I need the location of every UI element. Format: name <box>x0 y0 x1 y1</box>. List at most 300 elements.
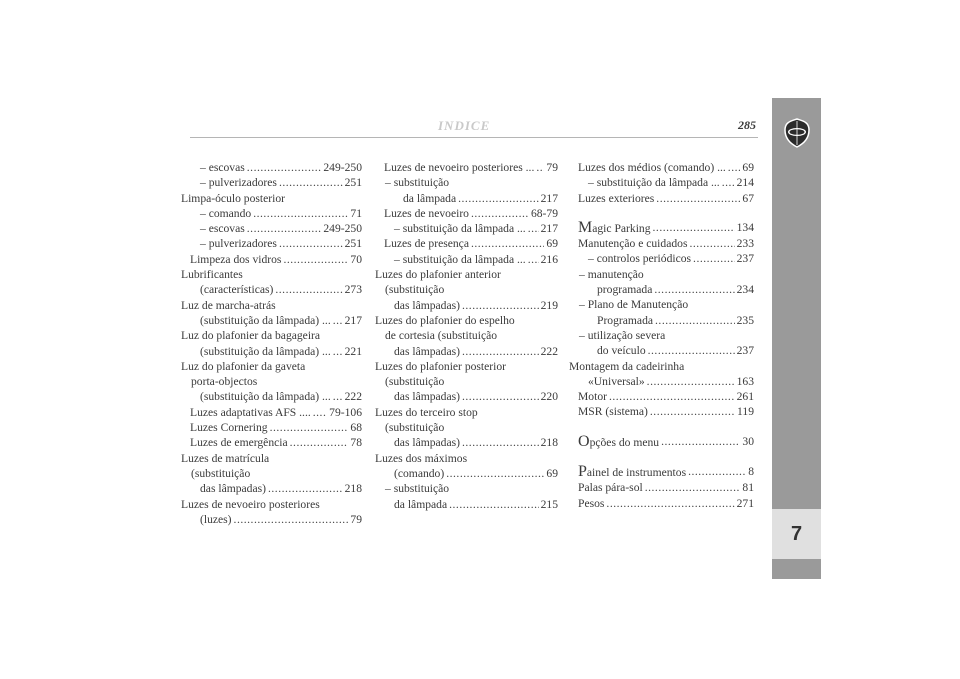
entry-label: porta-objectos <box>191 375 258 389</box>
entry-page: 69 <box>742 161 754 174</box>
entry-text <box>394 389 460 404</box>
entry-label: pções do menu <box>589 435 660 449</box>
leader-dots <box>722 175 735 190</box>
entry-page: 218 <box>344 482 362 496</box>
entry-label: – escovas <box>200 161 245 174</box>
index-entry <box>578 328 754 343</box>
index-entry <box>375 451 558 466</box>
leader-dots <box>655 313 735 328</box>
leader-dots <box>728 160 741 175</box>
entry-text <box>403 191 456 206</box>
entry-label: – escovas <box>200 222 245 236</box>
entry-text <box>181 299 276 312</box>
entry-text <box>588 374 645 389</box>
entry-text <box>394 221 526 236</box>
entry-text <box>394 497 447 512</box>
leader-dots <box>462 389 539 404</box>
index-entry <box>190 344 362 359</box>
index-entry <box>569 359 754 374</box>
leader-dots <box>462 298 539 313</box>
index-entry <box>190 206 362 221</box>
entry-page: 218 <box>540 436 558 450</box>
leader-dots <box>333 313 343 328</box>
entry-page: 78 <box>350 436 362 450</box>
entry-page: 219 <box>540 298 558 312</box>
entry-page: 271 <box>736 496 754 510</box>
entry-label: – pulverizadores <box>200 237 277 251</box>
leader-dots <box>471 236 544 251</box>
leader-dots <box>536 160 544 175</box>
entry-text <box>190 420 268 435</box>
entry-label: (substituição <box>385 421 445 435</box>
leader-dots <box>661 434 740 450</box>
entry-page: 261 <box>736 390 754 404</box>
entry-page: 69 <box>546 466 558 480</box>
entry-page: 217 <box>540 191 558 205</box>
index-entry <box>181 298 362 313</box>
index-entry <box>578 251 754 266</box>
index-entry <box>181 497 362 512</box>
leader-dots <box>653 220 735 236</box>
entry-text <box>385 482 449 495</box>
index-entry <box>190 466 362 481</box>
index-entry <box>384 221 558 236</box>
index-entry <box>190 236 362 251</box>
entry-label: das lâmpadas) <box>200 482 266 496</box>
brand-shield-icon <box>783 118 811 148</box>
entry-page: 79 <box>546 161 558 174</box>
entry-page: 234 <box>736 283 754 297</box>
entry-label: – utilização severa <box>579 328 666 342</box>
leader-dots <box>253 206 348 221</box>
entry-text <box>375 314 515 327</box>
page-number: 285 <box>738 118 756 132</box>
entry-label: MSR (sistema) <box>578 405 648 419</box>
entry-text <box>394 466 444 481</box>
entry-text <box>375 268 501 281</box>
index-entry <box>578 480 754 495</box>
entry-text <box>578 434 659 450</box>
entry-label: Palas pára-sol <box>578 481 643 495</box>
leader-dots <box>313 405 327 420</box>
entry-text <box>375 360 506 373</box>
index-entry <box>190 435 362 450</box>
section-gap <box>578 206 754 220</box>
entry-label: Luzes dos médios (comando) ... <box>578 161 726 174</box>
entry-label: agic Parking <box>592 221 651 235</box>
entry-text <box>200 206 251 221</box>
index-entry <box>384 435 558 450</box>
entry-label: Luzes de nevoeiro posteriores <box>181 497 320 511</box>
index-entry <box>375 359 558 374</box>
entry-text <box>384 236 469 251</box>
index-entry <box>578 389 754 404</box>
entry-text <box>578 160 726 175</box>
entry-text <box>588 175 720 190</box>
leader-dots <box>458 191 538 206</box>
index-entry <box>181 451 362 466</box>
leader-dots <box>606 496 734 511</box>
entry-label: das lâmpadas) <box>394 344 460 358</box>
entry-label: – substituição <box>385 176 450 190</box>
index-column-1 <box>181 160 362 527</box>
section-gap <box>578 420 754 434</box>
entry-text <box>181 192 285 205</box>
index-column-3 <box>569 160 754 511</box>
entry-label: Luz do plafonier da bagageira <box>181 329 321 343</box>
entry-label: Luzes adaptativas AFS .... <box>190 405 311 419</box>
index-entry <box>384 497 558 512</box>
entry-label: (substituição <box>385 283 445 297</box>
page-header-title: INDICE <box>438 118 491 133</box>
entry-label: (luzes) <box>200 512 232 526</box>
entry-text <box>597 313 653 328</box>
index-entry <box>578 343 754 358</box>
entry-label: programada <box>597 283 653 297</box>
entry-label: Programada <box>597 313 654 327</box>
entry-label: Limpa-óculo posterior <box>181 191 285 205</box>
index-entry <box>384 389 558 404</box>
leader-dots <box>647 374 735 389</box>
index-entry <box>384 282 558 297</box>
index-entry <box>375 313 558 328</box>
entry-page: 8 <box>748 465 754 479</box>
entry-page: 119 <box>737 405 754 419</box>
entry-label: Motor <box>578 390 607 404</box>
entry-text <box>200 160 245 175</box>
entry-page: 163 <box>736 374 754 388</box>
entry-text <box>375 406 478 419</box>
entry-text <box>385 329 497 342</box>
leader-dots <box>693 251 735 266</box>
entry-page: 221 <box>344 344 362 358</box>
entry-text <box>579 298 688 311</box>
index-entry <box>578 282 754 297</box>
leader-dots <box>688 464 746 480</box>
entry-text <box>578 480 643 495</box>
entry-page: 222 <box>344 390 362 404</box>
entry-label: Luzes de nevoeiro posteriores ... <box>384 161 535 174</box>
leader-dots <box>689 236 734 251</box>
index-entry <box>578 404 754 419</box>
entry-label: – manutenção <box>579 267 644 281</box>
entry-text <box>578 191 654 206</box>
entry-page: 222 <box>540 344 558 358</box>
entry-page: 215 <box>540 497 558 511</box>
entry-page: 214 <box>736 176 754 190</box>
entry-label: da lâmpada <box>394 497 448 511</box>
entry-page: 81 <box>742 481 754 495</box>
leader-dots <box>333 344 343 359</box>
entry-label: Luz do plafonier da gaveta <box>181 359 306 373</box>
leader-dots <box>645 480 741 495</box>
entry-label: (substituição da lâmpada) ... <box>200 313 331 327</box>
index-entry <box>190 313 362 328</box>
entry-label: Luzes Cornering <box>190 421 268 435</box>
index-entry <box>578 175 754 190</box>
entry-text <box>200 221 245 236</box>
entry-page: 235 <box>736 313 754 327</box>
index-entry <box>384 252 558 267</box>
entry-label: «Universal» <box>588 374 645 388</box>
leader-dots <box>290 435 349 450</box>
index-column-2 <box>375 160 558 512</box>
index-entry <box>190 374 362 389</box>
entry-label: Luzes do plafonier anterior <box>375 268 501 282</box>
leader-dots <box>446 466 544 481</box>
leader-dots <box>449 497 538 512</box>
entry-label: Luzes do terceiro stop <box>375 405 478 419</box>
entry-text <box>181 268 243 281</box>
entry-text <box>375 452 467 465</box>
leader-dots <box>333 389 343 404</box>
entry-text <box>578 464 686 480</box>
entry-page: 237 <box>736 344 754 358</box>
leader-dots <box>268 481 343 496</box>
entry-page: 249-250 <box>323 161 362 174</box>
entry-text <box>394 298 460 313</box>
index-entry <box>384 374 558 389</box>
leader-dots <box>283 252 348 267</box>
index-entry <box>384 298 558 313</box>
entry-text <box>191 467 250 480</box>
index-entry <box>181 191 362 206</box>
index-entry <box>190 252 362 267</box>
entry-page: 273 <box>344 283 362 297</box>
entry-text <box>578 496 604 511</box>
entry-label: – substituição da lâmpada ... <box>394 222 526 236</box>
entry-text <box>181 498 320 511</box>
index-entry <box>578 160 754 175</box>
leader-dots <box>247 221 322 236</box>
leader-dots <box>279 175 343 190</box>
entry-text <box>200 236 277 251</box>
entry-label: – pulverizadores <box>200 176 277 190</box>
entry-label: Montagem da cadeirinha <box>569 359 685 373</box>
entry-page: 71 <box>350 206 362 220</box>
entry-page: 79 <box>350 512 362 526</box>
entry-text <box>190 252 281 267</box>
entry-text <box>597 343 646 358</box>
leader-dots <box>279 236 343 251</box>
index-entry <box>190 481 362 496</box>
entry-page: 134 <box>736 220 754 234</box>
entry-page: 251 <box>344 176 362 190</box>
entry-text <box>190 435 288 450</box>
chapter-side-tab <box>772 98 821 579</box>
entry-label: (substituição <box>385 375 445 389</box>
entry-text <box>394 344 460 359</box>
entry-text <box>181 452 269 465</box>
entry-text <box>385 375 444 388</box>
index-entry <box>384 160 558 175</box>
index-entry <box>384 191 558 206</box>
section-initial: P <box>578 463 587 481</box>
index-entry <box>181 267 362 282</box>
entry-text <box>384 206 469 221</box>
entry-text <box>579 268 644 281</box>
leader-dots <box>471 206 529 221</box>
index-entry <box>384 420 558 435</box>
entry-label: Luzes de emergência <box>190 436 288 450</box>
index-entry <box>578 374 754 389</box>
entry-label: das lâmpadas) <box>394 390 460 404</box>
index-entry <box>578 191 754 206</box>
index-entry <box>384 344 558 359</box>
entry-text <box>385 283 444 296</box>
header-rule <box>190 137 758 138</box>
entry-label: Luzes de nevoeiro <box>384 206 469 220</box>
section-initial: M <box>578 218 593 236</box>
index-entry <box>578 496 754 511</box>
index-entry <box>190 420 362 435</box>
entry-page: 237 <box>736 252 754 266</box>
index-entry <box>181 328 362 343</box>
index-entry <box>190 512 362 527</box>
leader-dots <box>234 512 349 527</box>
entry-label: – comando <box>200 206 252 220</box>
entry-label: da lâmpada <box>403 191 457 205</box>
entry-label: – substituição da lâmpada ... <box>588 176 720 190</box>
entry-text <box>578 404 648 419</box>
index-entry <box>181 359 362 374</box>
index-entry <box>190 389 362 404</box>
leader-dots <box>528 252 539 267</box>
entry-page: 68-79 <box>530 206 558 220</box>
index-entry <box>578 464 754 480</box>
index-entry <box>578 236 754 251</box>
index-entry <box>384 206 558 221</box>
entry-label: (comando) <box>394 466 445 480</box>
entry-label: de cortesia (substituição <box>385 329 498 343</box>
entry-text <box>385 176 449 189</box>
entry-page: 70 <box>350 252 362 266</box>
entry-text <box>394 435 460 450</box>
entry-text <box>578 389 607 404</box>
entry-label: Luzes de presença <box>384 237 469 251</box>
index-entry <box>578 267 754 282</box>
entry-text <box>200 313 331 328</box>
entry-text <box>588 251 691 266</box>
index-entry <box>375 267 558 282</box>
entry-label: (características) <box>200 283 274 297</box>
index-entry <box>190 282 362 297</box>
entry-text <box>385 421 444 434</box>
entry-text <box>597 282 652 297</box>
entry-text <box>181 329 320 342</box>
entry-label: – substituição <box>385 482 450 496</box>
entry-label: (substituição da lâmpada) ... <box>200 344 331 358</box>
entry-label: – controlos periódicos <box>588 252 692 266</box>
entry-label: (substituição <box>191 466 251 480</box>
entry-page: 79-106 <box>329 405 362 419</box>
entry-label: ainel de instrumentos <box>586 466 687 480</box>
entry-label: (substituição da lâmpada) ... <box>200 390 331 404</box>
chapter-number: 7 <box>790 522 803 545</box>
entry-label: – Plano de Manutenção <box>579 298 689 312</box>
entry-page: 217 <box>344 313 362 327</box>
entry-label: Luz de marcha-atrás <box>181 298 276 312</box>
entry-page: 217 <box>540 222 558 236</box>
entry-text <box>191 375 257 388</box>
entry-page: 251 <box>344 237 362 251</box>
entry-text <box>569 360 684 373</box>
index-entry <box>578 297 754 312</box>
leader-dots <box>270 420 349 435</box>
entry-label: Manutenção e cuidados <box>578 237 688 251</box>
entry-page: 69 <box>546 237 558 251</box>
entry-text <box>579 329 665 342</box>
entry-page: 249-250 <box>323 222 362 236</box>
index-entry <box>384 175 558 190</box>
leader-dots <box>656 191 740 206</box>
entry-text <box>578 236 687 251</box>
leader-dots <box>609 389 735 404</box>
leader-dots <box>247 160 322 175</box>
leader-dots <box>648 343 735 358</box>
index-entry <box>578 434 754 450</box>
entry-label: Pesos <box>578 496 605 510</box>
entry-label: Luzes dos máximos <box>375 451 468 465</box>
entry-label: Lubrificantes <box>181 268 243 282</box>
index-entry <box>190 405 362 420</box>
entry-label: Luzes do plafonier posterior <box>375 359 507 373</box>
section-initial: O <box>578 432 590 450</box>
entry-text <box>200 175 277 190</box>
entry-label: das lâmpadas) <box>394 436 460 450</box>
index-entry <box>384 328 558 343</box>
entry-label: Luzes exteriores <box>578 191 655 205</box>
entry-page: 30 <box>742 434 754 448</box>
index-entry <box>190 221 362 236</box>
index-entry <box>384 466 558 481</box>
entry-text <box>190 405 311 420</box>
entry-text <box>578 220 651 236</box>
leader-dots <box>654 282 734 297</box>
leader-dots <box>528 221 539 236</box>
entry-page: 233 <box>736 237 754 251</box>
leader-dots <box>462 344 539 359</box>
index-entry <box>578 220 754 236</box>
entry-label: Luzes de matrícula <box>181 451 270 465</box>
index-entry <box>190 160 362 175</box>
index-entry <box>384 481 558 496</box>
entry-text <box>394 252 526 267</box>
entry-page: 67 <box>742 191 754 205</box>
entry-label: Limpeza dos vidros <box>190 252 282 266</box>
entry-text <box>384 160 534 175</box>
entry-text <box>200 512 232 527</box>
index-entry <box>384 236 558 251</box>
leader-dots <box>275 282 342 297</box>
entry-page: 220 <box>540 390 558 404</box>
leader-dots <box>650 404 735 419</box>
index-entry <box>578 313 754 328</box>
entry-label: – substituição da lâmpada ... <box>394 252 526 266</box>
entry-text <box>181 360 305 373</box>
entry-text <box>200 344 331 359</box>
section-gap <box>578 450 754 464</box>
entry-label: das lâmpadas) <box>394 298 460 312</box>
entry-label: do veículo <box>597 344 646 358</box>
entry-label: Luzes do plafonier do espelho <box>375 313 515 327</box>
index-entry <box>375 405 558 420</box>
entry-text <box>200 282 273 297</box>
chapter-number-box <box>772 509 821 559</box>
entry-page: 68 <box>350 421 362 435</box>
entry-text <box>200 389 331 404</box>
index-entry <box>190 175 362 190</box>
